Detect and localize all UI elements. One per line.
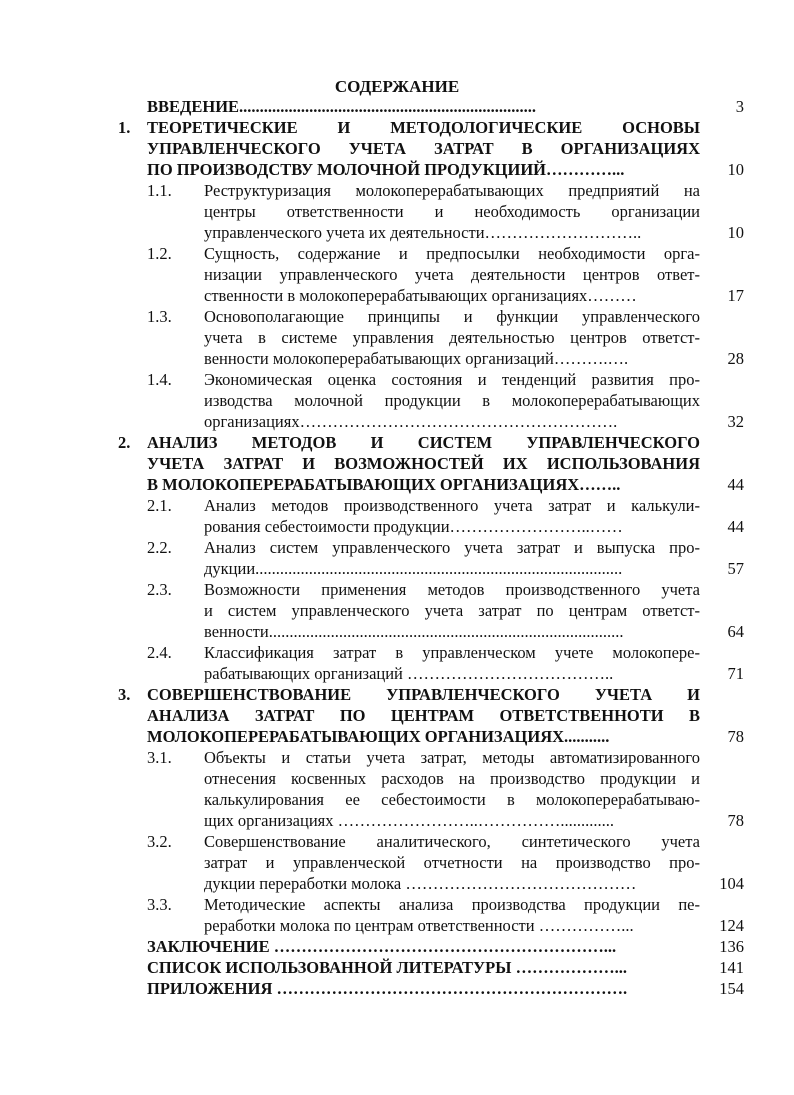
section-title: Совершенствование аналитического, синтетического учета: [204, 832, 700, 851]
toc-entry-line: [0, 957, 794, 978]
section-number: 2.3.: [147, 580, 172, 599]
section-title: калькулирования ее себестоимости в молокоперерабатываю-: [204, 790, 700, 809]
page-number: 64: [727, 622, 744, 641]
section-title: Экономическая оценка состояния и тенденций развития про-: [204, 370, 700, 389]
page-number: 32: [727, 412, 744, 431]
toc-entry-line: [0, 495, 794, 516]
page-number: 104: [719, 874, 744, 893]
section-number: 3.1.: [147, 748, 172, 767]
section-title: центры ответственности и необходимость организации: [204, 202, 700, 221]
section-number: 3.: [118, 685, 131, 704]
page-number: 28: [727, 349, 744, 368]
toc-entry-line: [0, 96, 794, 117]
section-title: Методические аспекты анализа производства продукции пе-: [204, 895, 700, 914]
toc-entry-line: [0, 537, 794, 558]
page-number: 10: [727, 223, 744, 242]
toc-entry-line: [0, 348, 794, 369]
section-title: низации управленческого учета деятельности центров ответ-: [204, 265, 700, 284]
section-title: и систем управленческого учета затрат по центрам ответст-: [204, 601, 700, 620]
toc-entry-line: [0, 768, 794, 789]
section-title: учета в системе управления деятельностью центров ответст-: [204, 328, 700, 347]
section-title: ПРИЛОЖЕНИЯ ……………………………………………………….: [147, 979, 628, 998]
toc-entry-line: [0, 558, 794, 579]
section-title: рабатывающих организаций ………………………………..: [204, 664, 614, 683]
section-number: 1.1.: [147, 181, 172, 200]
page-number: 3: [735, 97, 744, 116]
section-title: щих организациях ……………………..…………….............: [204, 811, 615, 830]
toc-entry-line: [0, 705, 794, 726]
page-number: 78: [727, 727, 744, 746]
section-number: 1.4.: [147, 370, 172, 389]
toc-entry-line: [0, 453, 794, 474]
toc-entry-line: [0, 327, 794, 348]
section-number: 1.2.: [147, 244, 172, 263]
section-title: ственности в молокоперерабатывающих организациях………: [204, 286, 637, 305]
toc-entry-line: [0, 894, 794, 915]
toc-entry-line: [0, 747, 794, 768]
section-number: 3.2.: [147, 832, 172, 851]
section-title: Объекты и статьи учета затрат, методы автоматизированного: [204, 748, 700, 767]
toc-entry-line: [0, 621, 794, 642]
section-title: Анализ систем управленческого учета затрат и выпуска про-: [204, 538, 700, 557]
toc-entry-line: [0, 411, 794, 432]
section-title: Основополагающие принципы и функции управленческого: [204, 307, 700, 326]
section-title: реработки молока по центрам ответственности ……………...: [204, 916, 634, 935]
section-title: отнесения косвенных расходов на производство продукции и: [204, 769, 700, 788]
section-title: затрат и управленческой отчетности на производство про-: [204, 853, 700, 872]
section-number: 3.3.: [147, 895, 172, 914]
section-title: МОЛОКОПЕРЕРАБАТЫВАЮЩИХ ОРГАНИЗАЦИЯХ...........: [147, 727, 610, 746]
toc-entry-line: [0, 243, 794, 264]
section-title: СОВЕРШЕНСТВОВАНИЕ УПРАВЛЕНЧЕСКОГО УЧЕТА И: [147, 685, 700, 704]
section-number: 2.1.: [147, 496, 172, 515]
section-title: УПРАВЛЕНЧЕСКОГО УЧЕТА ЗАТРАТ В ОРГАНИЗАЦИЯХ: [147, 139, 700, 158]
page-number: 44: [727, 517, 744, 536]
toc-entry-line: [0, 516, 794, 537]
page-number: 44: [727, 475, 744, 494]
section-title: Классификация затрат в управленческом учете молокопере-: [204, 643, 700, 662]
page-number: 10: [727, 160, 744, 179]
toc-entry-line: [0, 831, 794, 852]
toc-entry-line: [0, 789, 794, 810]
section-number: 2.2.: [147, 538, 172, 557]
section-title: венности молокоперерабатывающих организаций……….….: [204, 349, 629, 368]
toc-entry-line: [0, 222, 794, 243]
page-number: 57: [727, 559, 744, 578]
section-title: рования себестоимости продукции……………………..……: [204, 517, 623, 536]
toc-entry-line: [0, 873, 794, 894]
toc-entry-line: [0, 201, 794, 222]
page-number: 78: [727, 811, 744, 830]
section-title: АНАЛИЗ МЕТОДОВ И СИСТЕМ УПРАВЛЕНЧЕСКОГО: [147, 433, 700, 452]
section-title: АНАЛИЗА ЗАТРАТ ПО ЦЕНТРАМ ОТВЕТСТВЕННОТИ В: [147, 706, 700, 725]
section-title: УЧЕТА ЗАТРАТ И ВОЗМОЖНОСТЕЙ ИХ ИСПОЛЬЗОВАНИЯ: [147, 454, 700, 473]
section-number: 1.3.: [147, 307, 172, 326]
toc-entry-line: [0, 663, 794, 684]
section-title: дукции переработки молока ……………………………………: [204, 874, 637, 893]
page-number: 154: [719, 979, 744, 998]
section-title: ТЕОРЕТИЧЕСКИЕ И МЕТОДОЛОГИЧЕСКИЕ ОСНОВЫ: [147, 118, 700, 137]
toc-entry-line: [0, 306, 794, 327]
toc-entry-line: [0, 978, 794, 999]
page-number: 17: [727, 286, 744, 305]
toc-entry-line: [0, 369, 794, 390]
toc-entry-line: [0, 600, 794, 621]
section-title: организациях………………………………………………….: [204, 412, 618, 431]
section-title: ПО ПРОИЗВОДСТВУ МОЛОЧНОЙ ПРОДУКЦИИЙ…………...: [147, 160, 625, 179]
toc-entry-line: [0, 138, 794, 159]
page-number: 141: [719, 958, 744, 977]
section-title: В МОЛОКОПЕРЕРАБАТЫВАЮЩИХ ОРГАНИЗАЦИЯХ……..: [147, 475, 621, 494]
section-title: ЗАКЛЮЧЕНИЕ ……………………………………………………...: [147, 937, 617, 956]
toc-entry-line: [0, 936, 794, 957]
toc-entry-line: [0, 159, 794, 180]
section-title: СПИСОК ИСПОЛЬЗОВАННОЙ ЛИТЕРАТУРЫ ………………...: [147, 958, 627, 977]
section-title: венности......................................................................................: [204, 622, 624, 641]
toc-entry-line: [0, 474, 794, 495]
section-number: 2.4.: [147, 643, 172, 662]
section-title: Сущность, содержание и предпосылки необходимости орга-: [204, 244, 700, 263]
section-number: 2.: [118, 433, 131, 452]
toc-entry-line: [0, 390, 794, 411]
toc-entry-line: [0, 726, 794, 747]
section-title: ВВЕДЕНИЕ........................................................................: [147, 97, 537, 116]
section-title: Реструктуризация молокоперерабатывающих предприятий на: [204, 181, 700, 200]
page-number: 124: [719, 916, 744, 935]
section-title: Возможности применения методов производственного учета: [204, 580, 700, 599]
toc-entry-line: [0, 285, 794, 306]
toc-title: СОДЕРЖАНИЕ: [334, 77, 460, 96]
page-number: 136: [719, 937, 744, 956]
section-number: 1.: [118, 118, 131, 137]
section-title: управленческого учета их деятельности………………………..: [204, 223, 642, 242]
section-title: изводства молочной продукции в молокоперерабатывающих: [204, 391, 700, 410]
toc-entry-line: [0, 684, 794, 705]
page-number: 71: [727, 664, 744, 683]
section-title: дукции.........................................................................................: [204, 559, 623, 578]
toc-entry-line: [0, 579, 794, 600]
table-of-contents: [0, 96, 794, 999]
toc-entry-line: [0, 810, 794, 831]
toc-entry-line: [0, 180, 794, 201]
toc-entry-line: [0, 117, 794, 138]
toc-entry-line: [0, 642, 794, 663]
toc-entry-line: [0, 432, 794, 453]
toc-entry-line: [0, 852, 794, 873]
section-title: Анализ методов производственного учета затрат и калькули-: [204, 496, 700, 515]
toc-entry-line: [0, 264, 794, 285]
toc-entry-line: [0, 915, 794, 936]
